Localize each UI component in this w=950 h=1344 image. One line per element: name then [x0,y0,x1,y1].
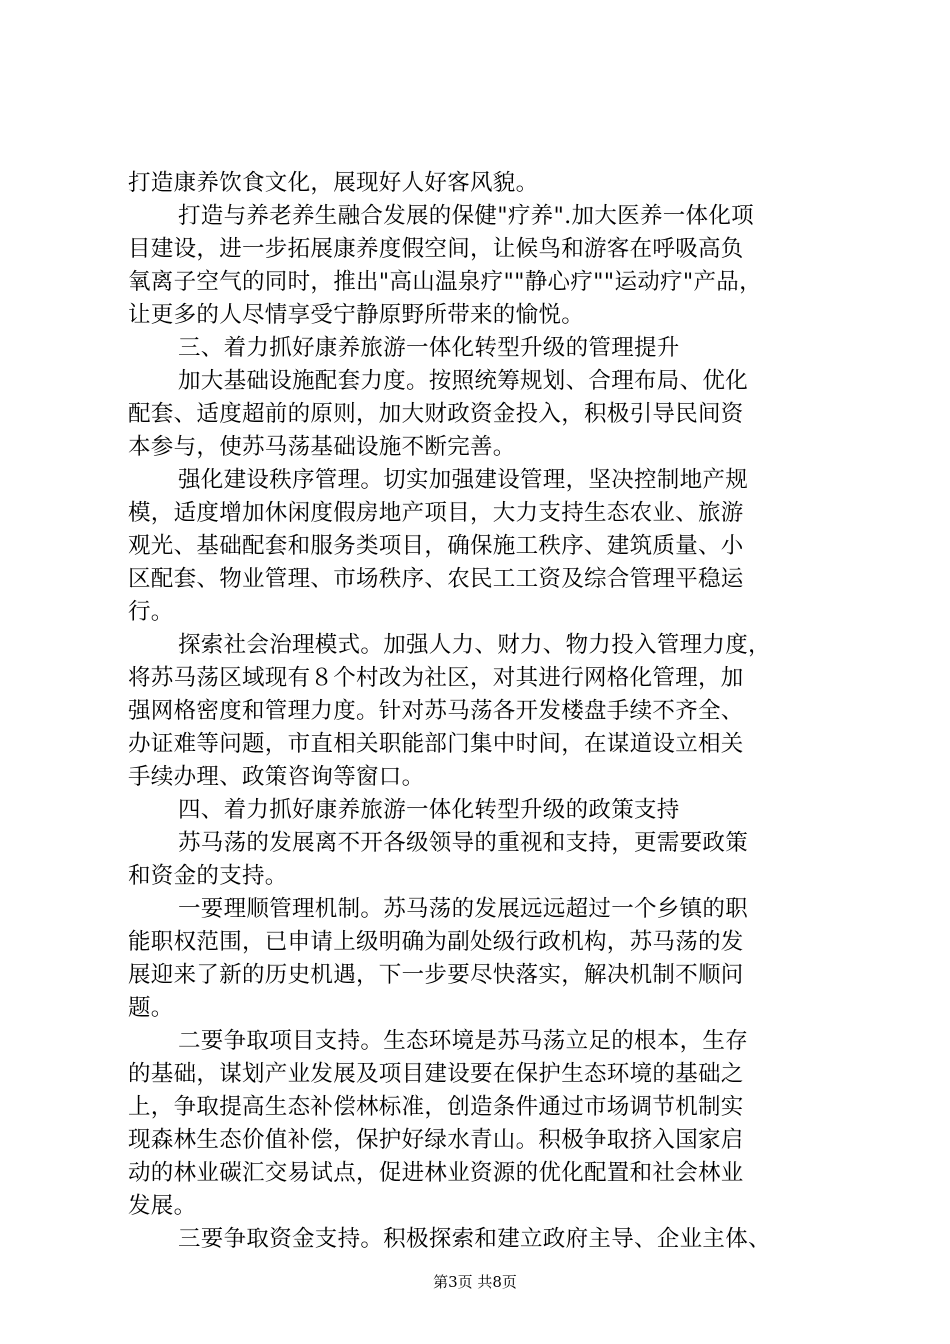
text-line: 氧离子空气的同时，推出"高山温泉疗""静心疗""运动疗"产品， [128,269,762,295]
text-line: 加大基础设施配套力度。按照统筹规划、合理布局、优化 [178,368,749,394]
text-line: 一要理顺管理机制。苏马荡的发展远远超过一个乡镇的职 [178,896,749,922]
text-line: 本参与，使苏马荡基础设施不断完善。 [128,434,516,460]
text-line: 发展。 [128,1193,197,1219]
text-line: 观光、基础配套和服务类项目，确保施工秩序、建筑质量、小 [128,533,744,559]
text-line: 目建设，进一步拓展康养度假空间，让候鸟和游客在呼吸高负 [128,236,744,262]
text-line: 模，适度增加休闲度假房地产项目，大力支持生态农业、旅游 [128,500,744,526]
text-line: 将苏马荡区域现有８个村改为社区，对其进行网格化管理，加 [128,665,744,691]
text-line: 打造康养饮食文化，展现好人好客风貌。 [128,170,539,196]
text-line: 手续办理、政策咨询等窗口。 [128,764,425,790]
text-line: 现森林生态价值补偿，保护好绿水青山。积极争取挤入国家启 [128,1127,744,1153]
text-line: 配套、适度超前的原则，加大财政资金投入，积极引导民间资 [128,401,744,427]
text-line: 打造与养老养生融合发展的保健"疗养".加大医养一体化项 [178,203,754,229]
text-line: 三、着力抓好康养旅游一体化转型升级的管理提升 [178,335,680,361]
text-line: 能职权范围，已申请上级明确为副处级行政机构，苏马荡的发 [128,929,744,955]
text-line: 展迎来了新的历史机遇，下一步要尽快落实，解决机制不顺问 [128,962,744,988]
text-line: 区配套、物业管理、市场秩序、农民工工资及综合管理平稳运 [128,566,744,592]
text-line: 题。 [128,995,174,1021]
text-line: 探索社会治理模式。加强人力、财力、物力投入管理力度， [178,632,771,658]
text-line: 行。 [128,599,174,625]
text-line: 上，争取提高生态补偿林标准，创造条件通过市场调节机制实 [128,1094,744,1120]
text-line: 四、着力抓好康养旅游一体化转型升级的政策支持 [178,797,680,823]
text-line: 强网格密度和管理力度。针对苏马荡各开发楼盘手续不齐全、 [128,698,744,724]
text-line: 的基础，谋划产业发展及项目建设要在保护生态环境的基础之 [128,1061,744,1087]
document-body [128,167,828,1256]
text-line: 和资金的支持。 [128,863,288,889]
text-line: 动的林业碳汇交易试点，促进林业资源的优化配置和社会林业 [128,1160,744,1186]
text-line: 办证难等问题，市直相关职能部门集中时间，在谋道设立相关 [128,731,744,757]
page-footer: 第3页 共8页 [433,1273,517,1291]
text-line: 三要争取资金支持。积极探索和建立政府主导、企业主体、 [178,1226,771,1252]
text-line: 让更多的人尽情享受宁静原野所带来的愉悦。 [128,302,585,328]
text-line: 苏马荡的发展离不开各级领导的重视和支持，更需要政策 [178,830,749,856]
text-line: 强化建设秩序管理。切实加强建设管理，坚决控制地产规 [178,467,749,493]
text-line: 二要争取项目支持。生态环境是苏马荡立足的根本，生存 [178,1028,749,1054]
